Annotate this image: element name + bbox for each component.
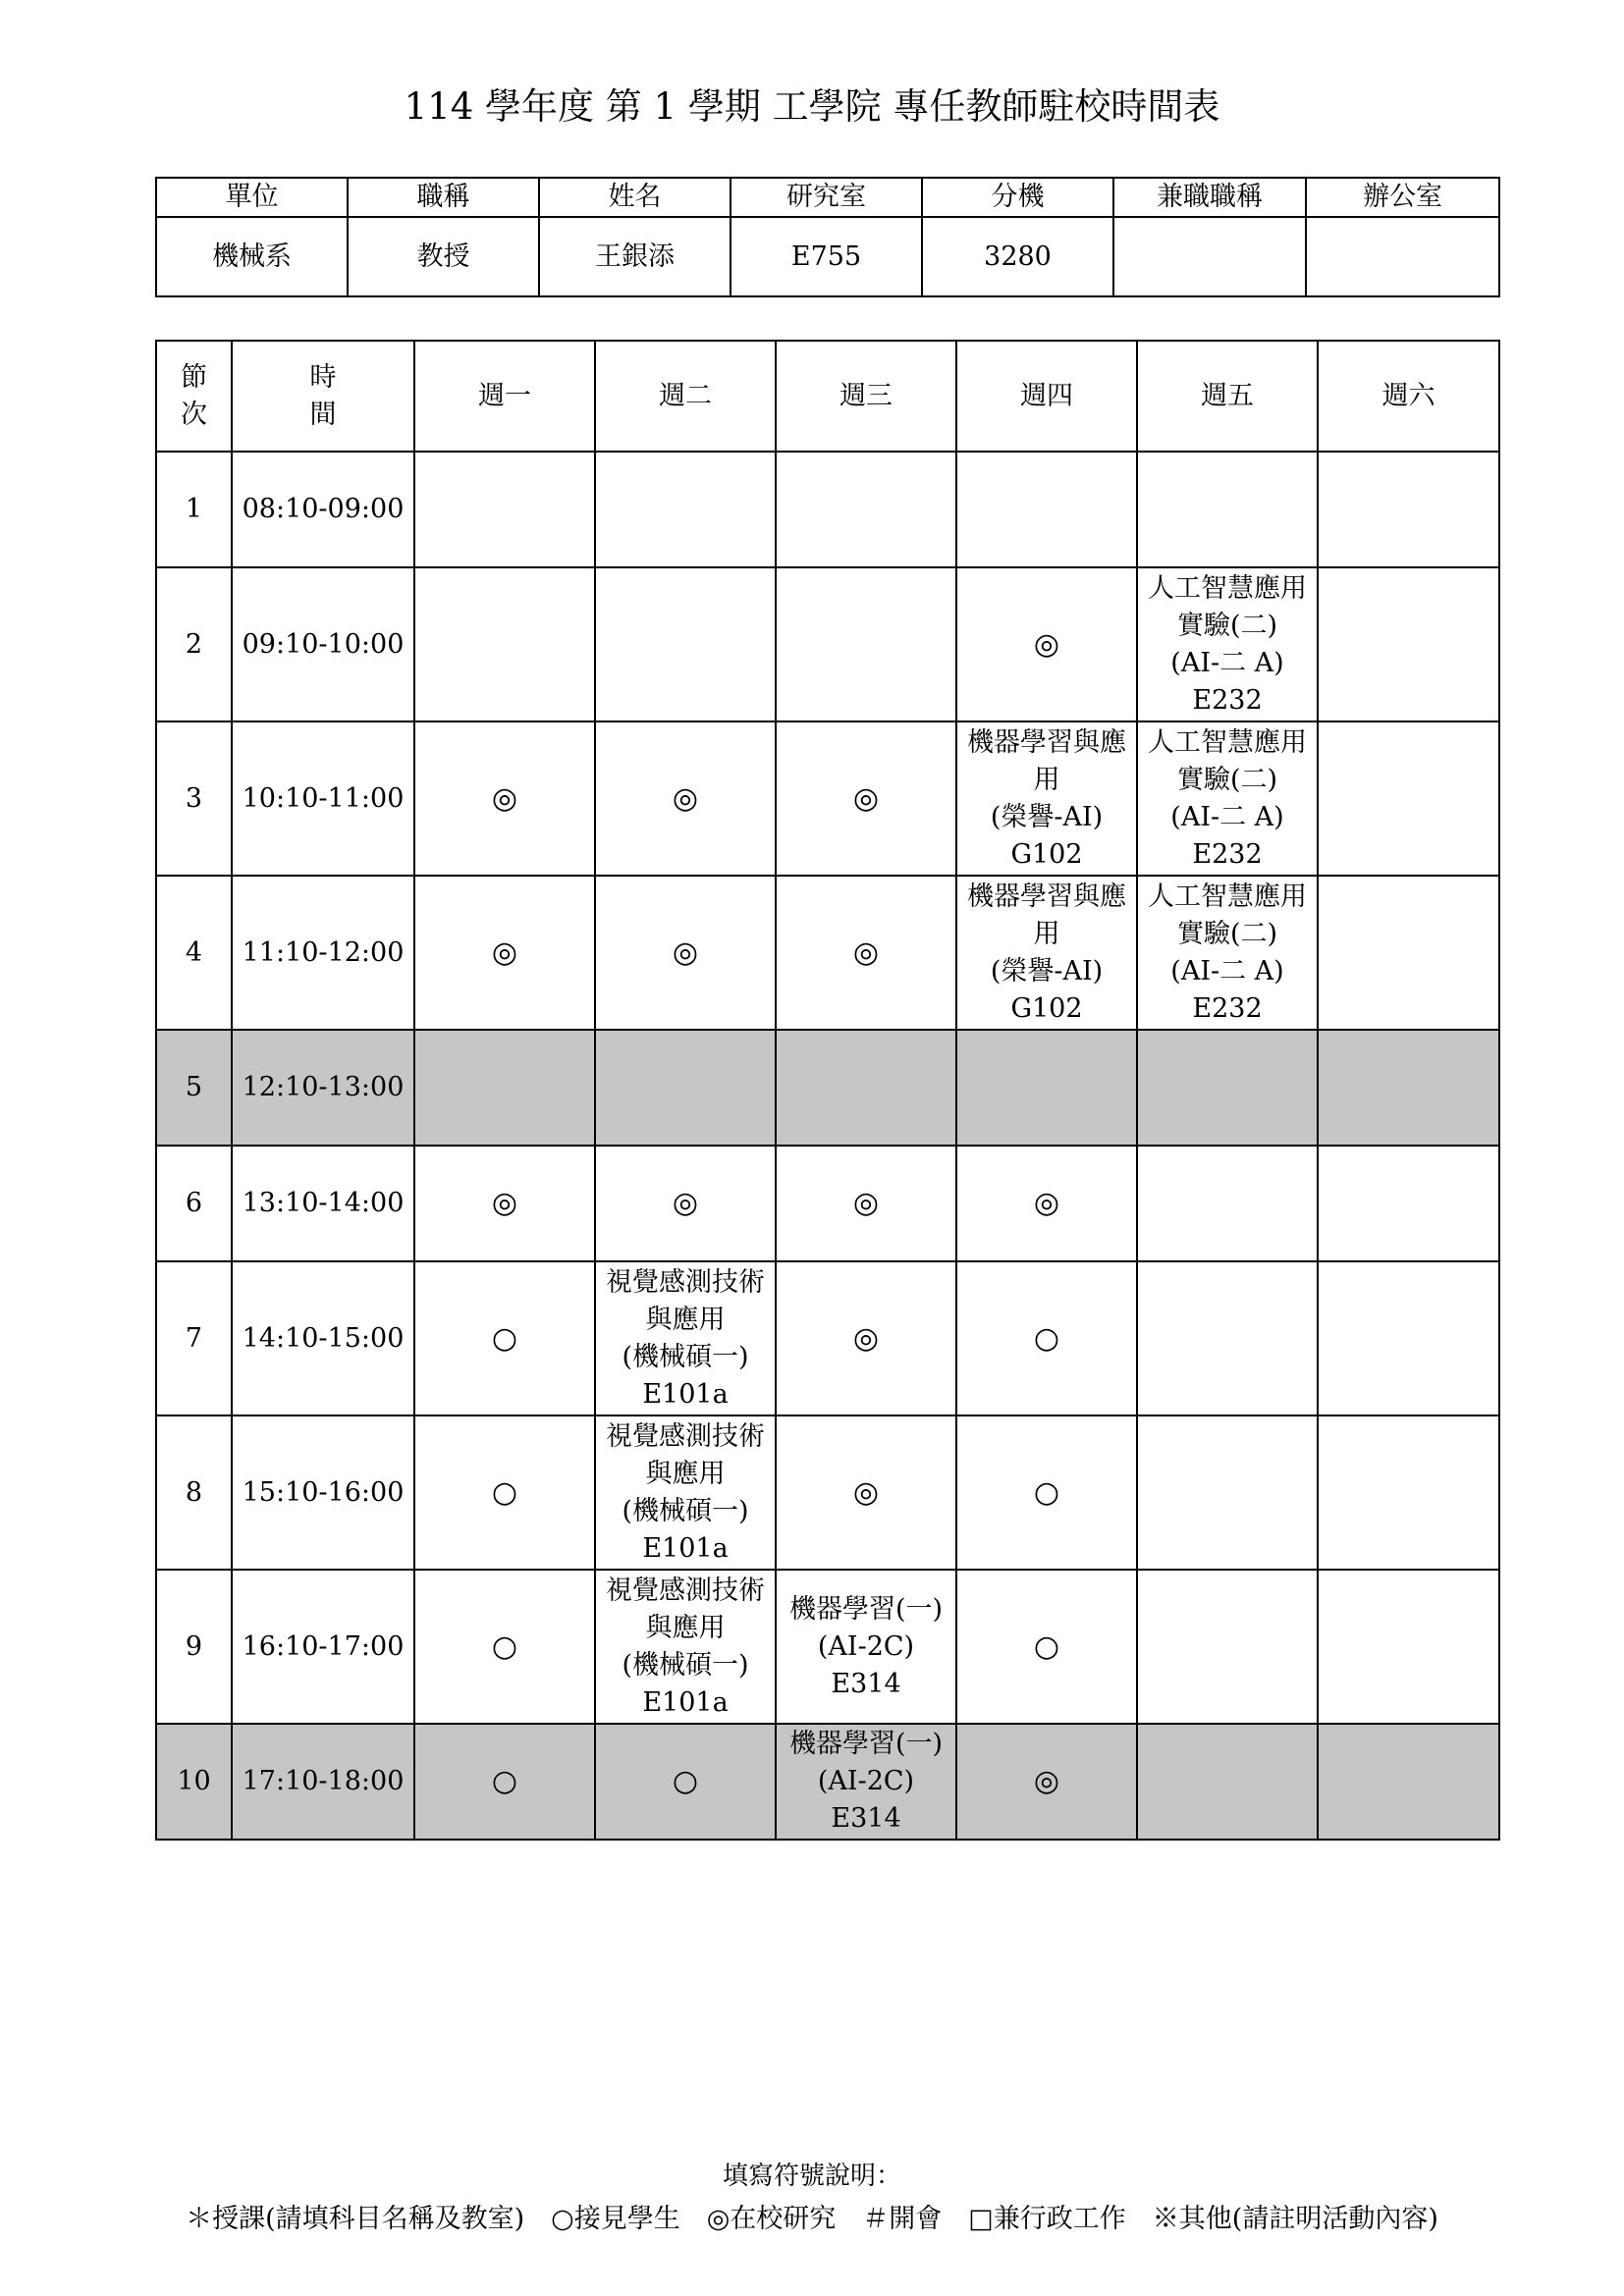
- schedule-cell: [1137, 1261, 1318, 1415]
- schedule-cell: 視覺感測技術 與應用 (機械碩一) E101a: [595, 1415, 776, 1570]
- schedule-cell: [1318, 1261, 1499, 1415]
- schedule-cell: ◎: [414, 721, 595, 876]
- info-header-concurrent-title: 兼職職稱: [1113, 178, 1306, 217]
- schedule-cell: ◎: [414, 876, 595, 1030]
- schedule-cell: [595, 452, 776, 567]
- period-cell: 10: [156, 1724, 232, 1840]
- schedule-cell: [1318, 567, 1499, 721]
- time-cell: 11:10-12:00: [232, 876, 414, 1030]
- header-period: 節 次: [156, 341, 232, 452]
- schedule-cell: ◎: [776, 1261, 956, 1415]
- schedule-cell: [1318, 1030, 1499, 1146]
- schedule-cell: 機器學習與應用 (榮譽-AI) G102: [956, 876, 1137, 1030]
- schedule-row: [156, 876, 1499, 1030]
- schedule-cell: [1318, 1570, 1499, 1724]
- header-day-1: 週一: [414, 341, 595, 452]
- header-day-4: 週四: [956, 341, 1137, 452]
- schedule-cell: [776, 1030, 956, 1146]
- time-cell: 13:10-14:00: [232, 1146, 414, 1261]
- schedule-cell: [1137, 452, 1318, 567]
- header-day-6: 週六: [1318, 341, 1499, 452]
- schedule-row: [156, 1030, 1499, 1146]
- schedule-cell: ◎: [595, 721, 776, 876]
- schedule-cell: [776, 567, 956, 721]
- schedule-cell: [595, 567, 776, 721]
- schedule-cell: 視覺感測技術 與應用 (機械碩一) E101a: [595, 1570, 776, 1724]
- schedule-cell: ◎: [956, 567, 1137, 721]
- schedule-cell: [1318, 1415, 1499, 1570]
- schedule-cell: [414, 452, 595, 567]
- schedule-row: [156, 1261, 1499, 1415]
- schedule-cell: 機器學習與應用 (榮譽-AI) G102: [956, 721, 1137, 876]
- time-cell: 12:10-13:00: [232, 1030, 414, 1146]
- schedule-cell: ○: [956, 1261, 1137, 1415]
- schedule-row: [156, 452, 1499, 567]
- header-day-2: 週二: [595, 341, 776, 452]
- page-title: 114 學年度 第 1 學期 工學院 專任教師駐校時間表: [404, 85, 1220, 128]
- schedule-cell: [1318, 721, 1499, 876]
- header-time: 時 間: [232, 341, 414, 452]
- info-value-rank: 教授: [348, 217, 539, 296]
- schedule-cell: ○: [595, 1724, 776, 1840]
- info-value-lab: E755: [731, 217, 922, 296]
- info-header-unit: 單位: [156, 178, 348, 217]
- schedule-cell: 人工智慧應用 實驗(二) (AI-二 A) E232: [1137, 567, 1318, 721]
- schedule-cell: ◎: [956, 1146, 1137, 1261]
- schedule-cell: ○: [956, 1415, 1137, 1570]
- legend-title: 填寫符號說明：: [722, 2162, 901, 2191]
- info-value-name: 王銀添: [539, 217, 731, 296]
- info-header-office: 辦公室: [1306, 178, 1499, 217]
- schedule-cell: [956, 452, 1137, 567]
- schedule-cell: ◎: [776, 876, 956, 1030]
- time-cell: 08:10-09:00: [232, 452, 414, 567]
- schedule-row: [156, 1146, 1499, 1261]
- schedule-row: [156, 721, 1499, 876]
- period-cell: 1: [156, 452, 232, 567]
- info-header-extension: 分機: [922, 178, 1113, 217]
- info-header-row: [156, 178, 1499, 217]
- schedule-cell: [1318, 1724, 1499, 1840]
- period-cell: 6: [156, 1146, 232, 1261]
- schedule-cell: ○: [414, 1415, 595, 1570]
- schedule-row: [156, 1570, 1499, 1724]
- schedule-cell: 機器學習(一) (AI-2C) E314: [776, 1724, 956, 1840]
- info-value-concurrent-title: [1113, 217, 1306, 296]
- schedule-cell: 人工智慧應用 實驗(二) (AI-二 A) E232: [1137, 721, 1318, 876]
- schedule-cell: [956, 1030, 1137, 1146]
- header-day-3: 週三: [776, 341, 956, 452]
- info-header-name: 姓名: [539, 178, 731, 217]
- info-value-office: [1306, 217, 1499, 296]
- schedule-cell: ○: [414, 1724, 595, 1840]
- period-cell: 9: [156, 1570, 232, 1724]
- schedule-row: [156, 1724, 1499, 1840]
- legend-items: ＊授課(請填科目名稱及教室) ○接見學生 ◎在校研究 ＃開會 □兼行政工作 ※其他(請註明活動內容): [186, 2204, 1438, 2234]
- header-day-5: 週五: [1137, 341, 1318, 452]
- time-cell: 09:10-10:00: [232, 567, 414, 721]
- schedule-cell: [1137, 1415, 1318, 1570]
- schedule-cell: ◎: [595, 1146, 776, 1261]
- info-value-row: [156, 217, 1499, 296]
- period-cell: 8: [156, 1415, 232, 1570]
- period-cell: 4: [156, 876, 232, 1030]
- time-cell: 17:10-18:00: [232, 1724, 414, 1840]
- time-cell: 15:10-16:00: [232, 1415, 414, 1570]
- schedule-cell: [414, 1030, 595, 1146]
- schedule-cell: 視覺感測技術 與應用 (機械碩一) E101a: [595, 1261, 776, 1415]
- schedule-row: [156, 567, 1499, 721]
- schedule-cell: [776, 452, 956, 567]
- info-header-rank: 職稱: [348, 178, 539, 217]
- time-cell: 10:10-11:00: [232, 721, 414, 876]
- schedule-cell: ◎: [776, 721, 956, 876]
- schedule-cell: [595, 1030, 776, 1146]
- schedule-cell: 機器學習(一) (AI-2C) E314: [776, 1570, 956, 1724]
- schedule-cell: [1318, 1146, 1499, 1261]
- schedule-table: [155, 340, 1500, 1841]
- schedule-cell: ◎: [595, 876, 776, 1030]
- schedule-cell: [1137, 1724, 1318, 1840]
- info-value-extension: 3280: [922, 217, 1113, 296]
- time-cell: 16:10-17:00: [232, 1570, 414, 1724]
- schedule-cell: [1137, 1570, 1318, 1724]
- info-value-unit: 機械系: [156, 217, 348, 296]
- schedule-cell: ◎: [776, 1415, 956, 1570]
- schedule-cell: ○: [956, 1570, 1137, 1724]
- schedule-cell: [414, 567, 595, 721]
- schedule-cell: ◎: [776, 1146, 956, 1261]
- schedule-cell: ○: [414, 1570, 595, 1724]
- schedule-cell: 人工智慧應用 實驗(二) (AI-二 A) E232: [1137, 876, 1318, 1030]
- period-cell: 3: [156, 721, 232, 876]
- teacher-info-table: [155, 177, 1500, 297]
- schedule-header-row: [156, 341, 1499, 452]
- schedule-cell: [1137, 1146, 1318, 1261]
- period-cell: 5: [156, 1030, 232, 1146]
- schedule-cell: ◎: [414, 1146, 595, 1261]
- schedule-cell: [1318, 876, 1499, 1030]
- schedule-cell: [1137, 1030, 1318, 1146]
- schedule-row: [156, 1415, 1499, 1570]
- schedule-cell: [1318, 452, 1499, 567]
- period-cell: 2: [156, 567, 232, 721]
- info-header-lab: 研究室: [731, 178, 922, 217]
- schedule-cell: ◎: [956, 1724, 1137, 1840]
- period-cell: 7: [156, 1261, 232, 1415]
- time-cell: 14:10-15:00: [232, 1261, 414, 1415]
- schedule-cell: ○: [414, 1261, 595, 1415]
